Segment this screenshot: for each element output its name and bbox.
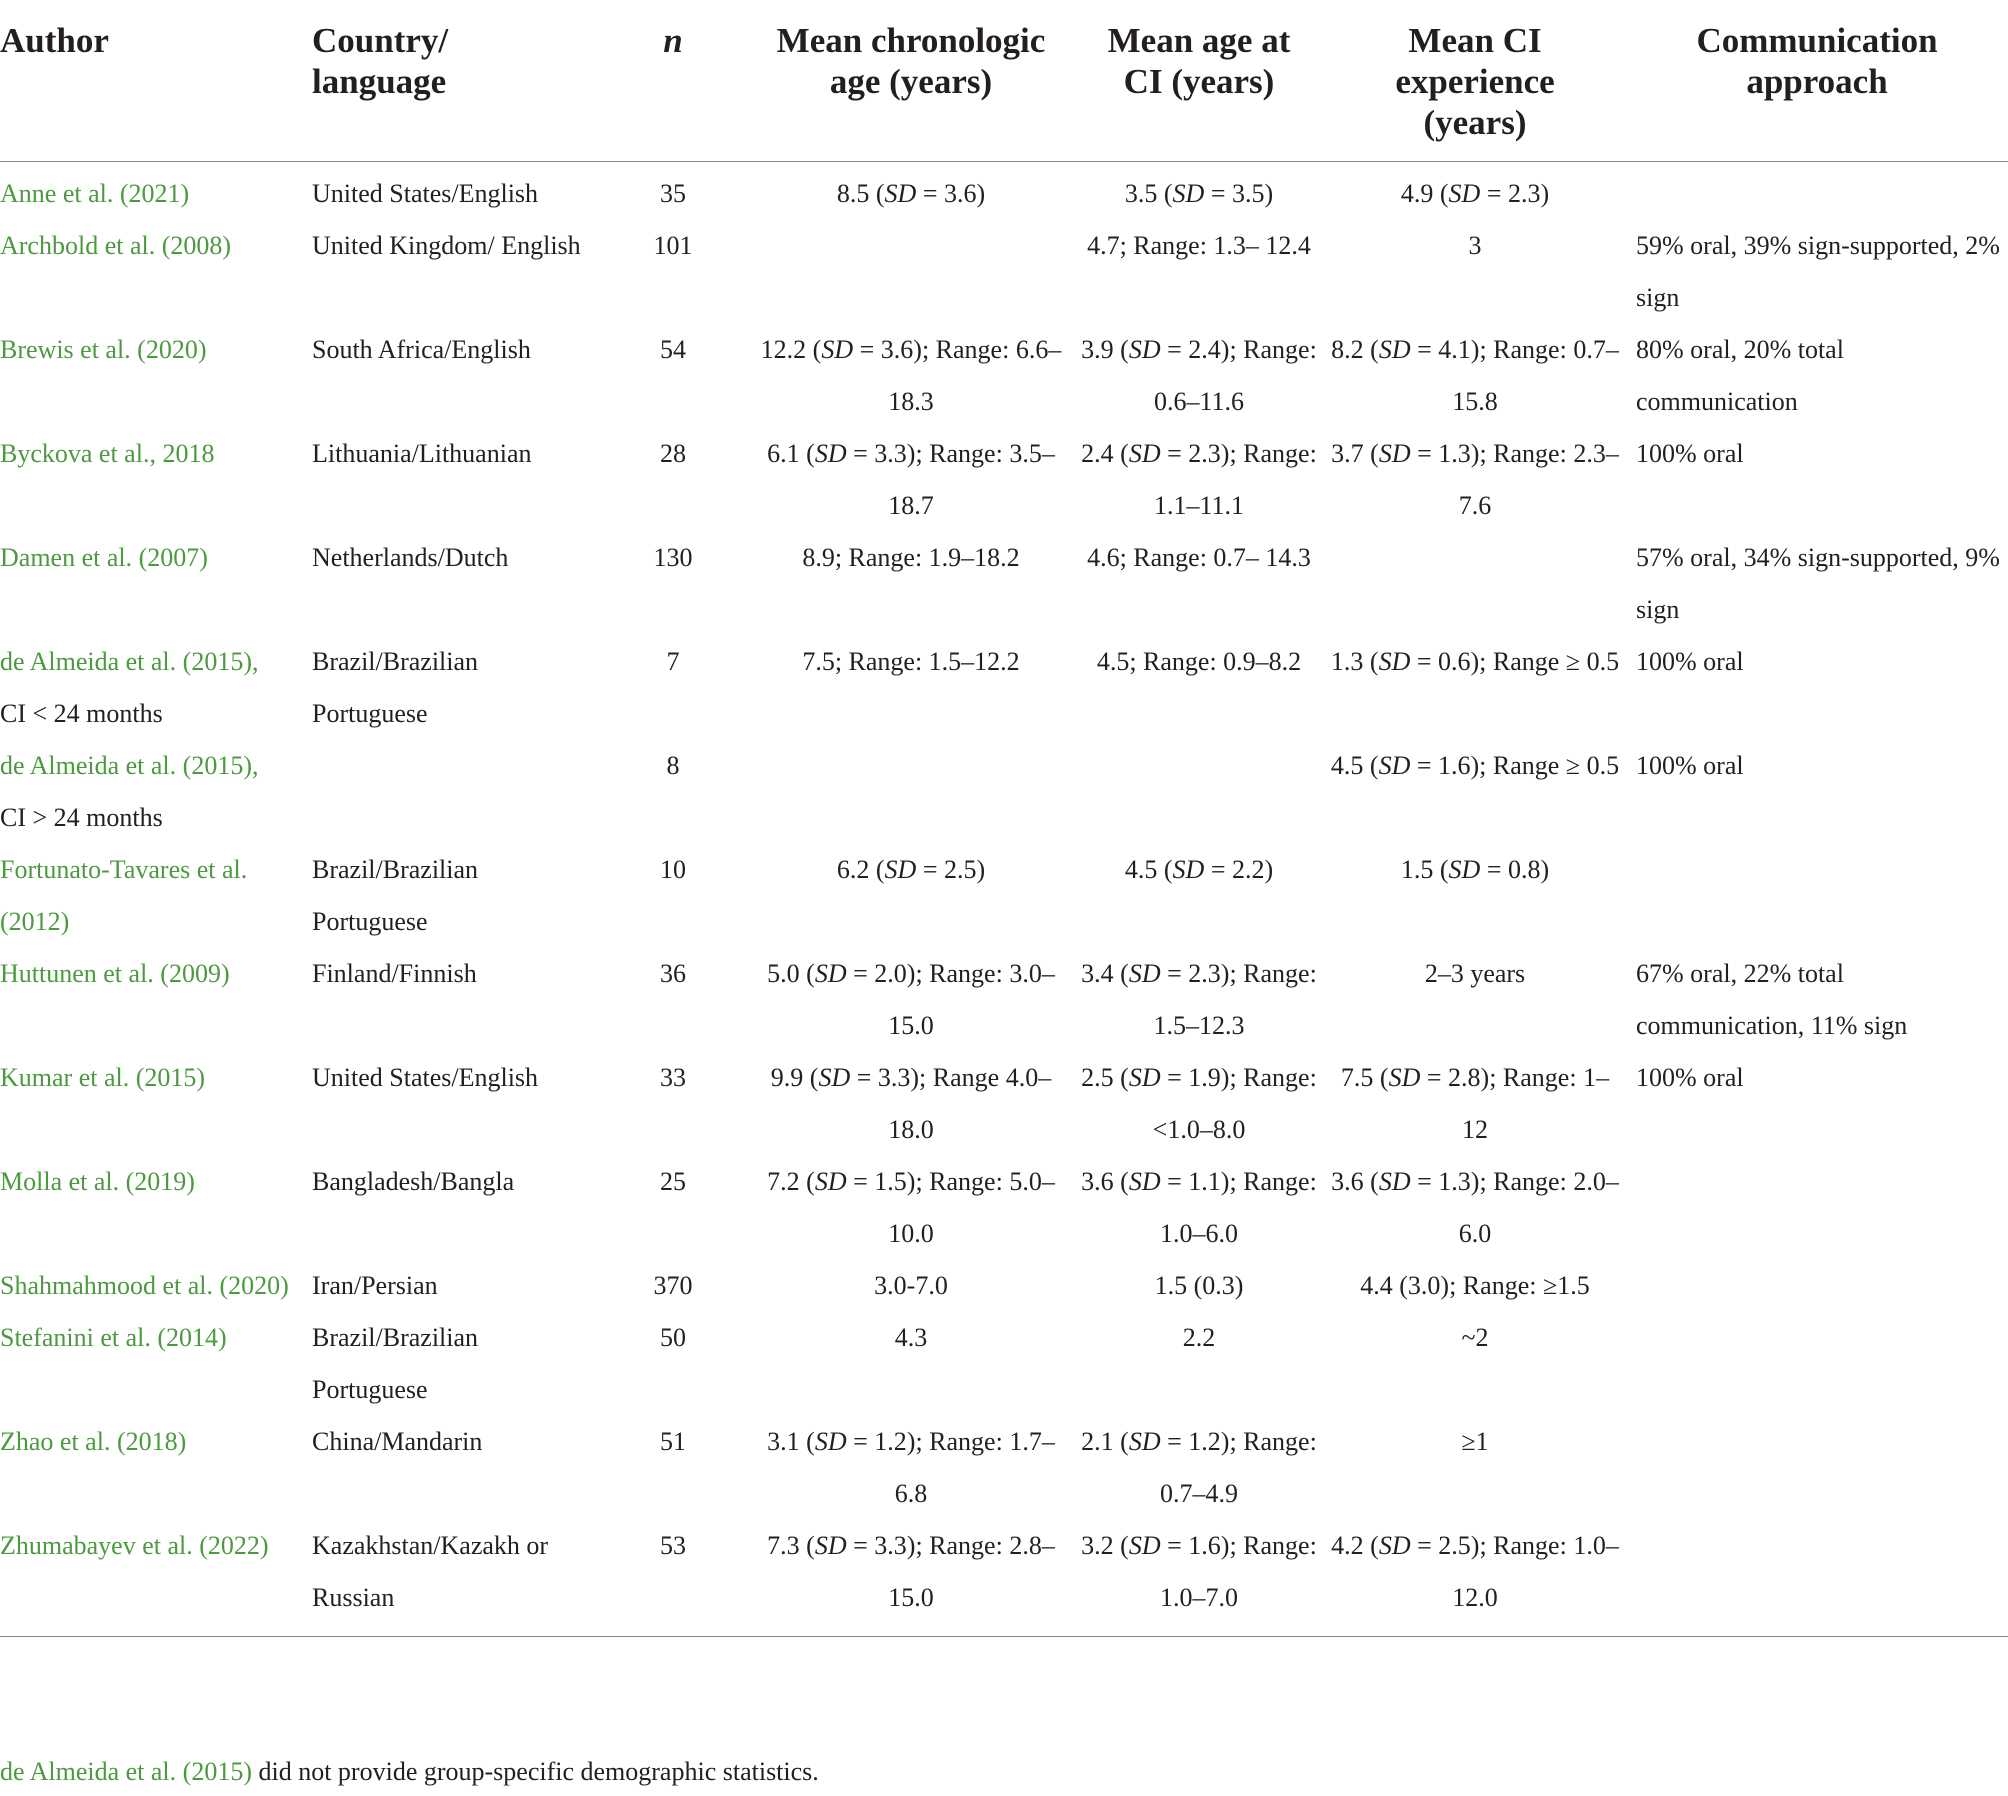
header-mean-chronologic-age: Mean chronologic age (years) xyxy=(748,0,1074,162)
cell-n: 130 xyxy=(653,543,693,572)
cell-country-language: Brazil/Brazilian Portuguese xyxy=(312,647,479,728)
table-row xyxy=(0,636,2008,740)
cell-mean-age-at-ci: 3.4 (SD = 2.3); Range: 1.5–12.3 xyxy=(1081,959,1317,1040)
cell-mean-ci-experience: 8.2 (SD = 4.1); Range: 0.7–15.8 xyxy=(1331,335,1619,416)
cell-country-language: Finland/Finnish xyxy=(312,959,477,988)
cell-communication-approach xyxy=(1626,1520,2008,1637)
cell-mean-age-at-ci: 1.5 (0.3) xyxy=(1154,1271,1244,1300)
cell-country-language: Lithuania/Lithuanian xyxy=(312,439,532,468)
cell-author xyxy=(0,1312,308,1416)
author-reference-link[interactable]: Zhumabayev et al. (2022) xyxy=(0,1531,269,1560)
cell-communication-approach: 100% oral xyxy=(1636,439,1744,468)
cell-mean-age-at-ci: 2.4 (SD = 2.3); Range: 1.1–11.1 xyxy=(1081,439,1317,520)
author-group-label: CI < 24 months xyxy=(0,699,163,728)
table-header xyxy=(0,0,2008,162)
cell-communication-approach xyxy=(1626,1312,2008,1416)
cell-communication-approach xyxy=(1626,1260,2008,1312)
header-communication-approach: Communication approach xyxy=(1626,0,2008,162)
cell-mean-chronologic-age: 8.5 (SD = 3.6) xyxy=(836,179,986,208)
table-row xyxy=(0,1416,2008,1520)
cell-mean-ci-experience: 3 xyxy=(1468,231,1482,260)
cell-author xyxy=(0,1260,308,1312)
cell-author xyxy=(0,324,308,428)
cell-country-language: China/Mandarin xyxy=(312,1427,483,1456)
cell-communication-approach xyxy=(1626,162,2008,221)
cell-communication-approach: 100% oral xyxy=(1636,751,1744,780)
cell-country-language: Kazakhstan/Kazakh or Russian xyxy=(312,1531,549,1612)
author-reference-link[interactable]: Stefanini et al. (2014) xyxy=(0,1323,227,1352)
cell-mean-ci-experience: 3.6 (SD = 1.3); Range: 2.0–6.0 xyxy=(1331,1167,1619,1248)
cell-n: 101 xyxy=(653,231,693,260)
cell-mean-age-at-ci: 2.2 xyxy=(1182,1323,1216,1352)
cell-country-language: United States/English xyxy=(312,179,539,208)
cell-author xyxy=(0,844,308,948)
cell-author xyxy=(0,948,308,1052)
cell-n: 33 xyxy=(660,1063,686,1092)
cell-communication-approach: 100% oral xyxy=(1636,1063,1744,1092)
cell-author xyxy=(0,1156,308,1260)
cell-mean-ci-experience: ≥1 xyxy=(1461,1427,1489,1456)
cell-country-language: Bangladesh/Bangla xyxy=(312,1167,515,1196)
author-reference-link[interactable]: Archbold et al. (2008) xyxy=(0,231,232,260)
cell-country-language xyxy=(308,740,598,844)
cell-mean-chronologic-age: 8.9; Range: 1.9–18.2 xyxy=(802,543,1020,572)
cell-country-language: South Africa/English xyxy=(312,335,531,364)
cell-communication-approach: 57% oral, 34% sign-supported, 9% sign xyxy=(1636,543,2000,624)
author-reference-link[interactable]: de Almeida et al. (2015), xyxy=(0,647,259,676)
cell-mean-age-at-ci: 4.7; Range: 1.3– 12.4 xyxy=(1087,231,1311,260)
cell-author xyxy=(0,1416,308,1520)
cell-country-language: Iran/Persian xyxy=(312,1271,438,1300)
cell-n: 36 xyxy=(660,959,686,988)
cell-mean-ci-experience: 2–3 years xyxy=(1424,959,1526,988)
cell-mean-age-at-ci xyxy=(1074,740,1324,844)
cell-mean-age-at-ci: 4.5 (SD = 2.2) xyxy=(1124,855,1274,884)
cell-n: 53 xyxy=(660,1531,686,1560)
table-row xyxy=(0,1260,2008,1312)
cell-author xyxy=(0,220,308,324)
cell-n: 50 xyxy=(660,1323,686,1352)
cell-communication-approach xyxy=(1626,1156,2008,1260)
author-group-label: CI > 24 months xyxy=(0,803,163,832)
cell-mean-chronologic-age xyxy=(748,740,1074,844)
cell-mean-chronologic-age: 3.1 (SD = 1.2); Range: 1.7–6.8 xyxy=(767,1427,1055,1508)
cell-n: 8 xyxy=(666,751,680,780)
cell-mean-chronologic-age: 7.2 (SD = 1.5); Range: 5.0–10.0 xyxy=(767,1167,1055,1248)
cell-mean-chronologic-age xyxy=(748,220,1074,324)
cell-communication-approach: 80% oral, 20% total communication xyxy=(1636,335,1844,416)
cell-mean-ci-experience: 4.2 (SD = 2.5); Range: 1.0–12.0 xyxy=(1331,1531,1619,1612)
header-author: Author xyxy=(0,0,308,162)
footnote-author-reference[interactable]: de Almeida et al. (2015) xyxy=(0,1757,252,1786)
cell-mean-age-at-ci: 4.6; Range: 0.7– 14.3 xyxy=(1087,543,1311,572)
cell-n: 35 xyxy=(660,179,686,208)
cell-author xyxy=(0,162,308,221)
author-reference-link[interactable]: de Almeida et al. (2015), xyxy=(0,751,259,780)
cell-author xyxy=(0,1520,308,1637)
author-reference-link[interactable]: Molla et al. (2019) xyxy=(0,1167,195,1196)
cell-n: 7 xyxy=(666,647,680,676)
table-row xyxy=(0,844,2008,948)
cell-n: 28 xyxy=(660,439,686,468)
cell-author xyxy=(0,532,308,636)
cell-mean-age-at-ci: 3.6 (SD = 1.1); Range: 1.0–6.0 xyxy=(1081,1167,1317,1248)
cell-mean-chronologic-age: 4.3 xyxy=(894,1323,928,1352)
cell-mean-ci-experience: ~2 xyxy=(1461,1323,1489,1352)
author-reference-link[interactable]: Zhao et al. (2018) xyxy=(0,1427,187,1456)
header-n: n xyxy=(598,0,748,162)
cell-mean-chronologic-age: 7.5; Range: 1.5–12.2 xyxy=(802,647,1020,676)
cell-mean-chronologic-age: 3.0-7.0 xyxy=(874,1271,948,1300)
cell-country-language: United Kingdom/ English xyxy=(312,231,581,260)
table-row xyxy=(0,1312,2008,1416)
cell-author xyxy=(0,1052,308,1156)
cell-mean-ci-experience xyxy=(1324,532,1626,636)
cell-country-language: United States/English xyxy=(312,1063,539,1092)
cell-mean-chronologic-age: 9.9 (SD = 3.3); Range 4.0–18.0 xyxy=(770,1063,1052,1144)
cell-mean-ci-experience: 4.5 (SD = 1.6); Range ≥ 0.5 xyxy=(1330,751,1620,780)
table-body xyxy=(0,162,2008,1637)
table-row xyxy=(0,532,2008,636)
cell-mean-ci-experience: 1.5 (SD = 0.8) xyxy=(1400,855,1550,884)
cell-author xyxy=(0,636,308,740)
cell-mean-age-at-ci: 3.2 (SD = 1.6); Range: 1.0–7.0 xyxy=(1081,1531,1317,1612)
cell-country-language: Brazil/Brazilian Portuguese xyxy=(312,855,479,936)
cell-country-language: Netherlands/Dutch xyxy=(312,543,509,572)
cell-n: 10 xyxy=(660,855,686,884)
author-reference-link[interactable]: Shahmahmood et al. (2020) xyxy=(0,1271,289,1300)
cell-mean-chronologic-age: 12.2 (SD = 3.6); Range: 6.6–18.3 xyxy=(760,335,1062,416)
cell-mean-ci-experience: 4.4 (3.0); Range: ≥1.5 xyxy=(1360,1271,1590,1300)
cell-communication-approach xyxy=(1626,1416,2008,1520)
author-reference-link[interactable]: Huttunen et al. (2009) xyxy=(0,959,230,988)
cell-n: 370 xyxy=(653,1271,693,1300)
author-reference-link[interactable]: Anne et al. (2021) xyxy=(0,179,190,208)
footnote-text: did not provide group-specific demographic statistics. xyxy=(251,1757,819,1786)
cell-communication-approach: 59% oral, 39% sign-supported, 2% sign xyxy=(1636,231,2000,312)
cell-mean-chronologic-age: 6.2 (SD = 2.5) xyxy=(836,855,986,884)
cell-n: 51 xyxy=(660,1427,686,1456)
table-row xyxy=(0,428,2008,532)
table-row xyxy=(0,1156,2008,1260)
author-reference-link[interactable]: Kumar et al. (2015) xyxy=(0,1063,206,1092)
header-mean-age-at-ci: Mean age at CI (years) xyxy=(1074,0,1324,162)
table-row xyxy=(0,162,2008,221)
cell-author xyxy=(0,428,308,532)
cell-mean-ci-experience: 3.7 (SD = 1.3); Range: 2.3–7.6 xyxy=(1331,439,1619,520)
cell-mean-ci-experience: 7.5 (SD = 2.8); Range: 1–12 xyxy=(1340,1063,1610,1144)
table-row xyxy=(0,324,2008,428)
author-reference-link[interactable]: Brewis et al. (2020) xyxy=(0,335,207,364)
header-row xyxy=(0,0,2008,162)
cell-mean-age-at-ci: 2.1 (SD = 1.2); Range: 0.7–4.9 xyxy=(1081,1427,1317,1508)
cell-n: 54 xyxy=(660,335,686,364)
table-row xyxy=(0,948,2008,1052)
cell-communication-approach xyxy=(1626,844,2008,948)
cell-communication-approach: 100% oral xyxy=(1636,647,1744,676)
cell-mean-age-at-ci: 4.5; Range: 0.9–8.2 xyxy=(1096,647,1302,676)
cell-mean-age-at-ci: 3.5 (SD = 3.5) xyxy=(1124,179,1274,208)
table-row xyxy=(0,740,2008,844)
author-reference-link[interactable]: Fortunato-Tavares et al. (2012) xyxy=(0,855,248,936)
cell-mean-age-at-ci: 3.9 (SD = 2.4); Range: 0.6–11.6 xyxy=(1081,335,1317,416)
header-mean-ci-experience: Mean CI experience (years) xyxy=(1324,0,1626,162)
cell-mean-chronologic-age: 5.0 (SD = 2.0); Range: 3.0–15.0 xyxy=(767,959,1055,1040)
cell-mean-age-at-ci: 2.5 (SD = 1.9); Range: <1.0–8.0 xyxy=(1081,1063,1317,1144)
cell-mean-chronologic-age: 7.3 (SD = 3.3); Range: 2.8–15.0 xyxy=(767,1531,1055,1612)
cell-author xyxy=(0,740,308,844)
table-row xyxy=(0,1052,2008,1156)
cell-country-language: Brazil/Brazilian Portuguese xyxy=(312,1323,479,1404)
cell-mean-ci-experience: 1.3 (SD = 0.6); Range ≥ 0.5 xyxy=(1330,647,1620,676)
table-footnote xyxy=(0,1757,819,1787)
table-row xyxy=(0,220,2008,324)
author-reference-link[interactable]: Byckova et al., 2018 xyxy=(0,439,215,468)
cell-communication-approach: 67% oral, 22% total communication, 11% sign xyxy=(1636,959,1908,1040)
table-row xyxy=(0,1520,2008,1637)
header-country-language: Country/ language xyxy=(308,0,598,162)
cell-mean-ci-experience: 4.9 (SD = 2.3) xyxy=(1400,179,1550,208)
cell-n: 25 xyxy=(660,1167,686,1196)
author-reference-link[interactable]: Damen et al. (2007) xyxy=(0,543,208,572)
cell-mean-chronologic-age: 6.1 (SD = 3.3); Range: 3.5–18.7 xyxy=(767,439,1055,520)
